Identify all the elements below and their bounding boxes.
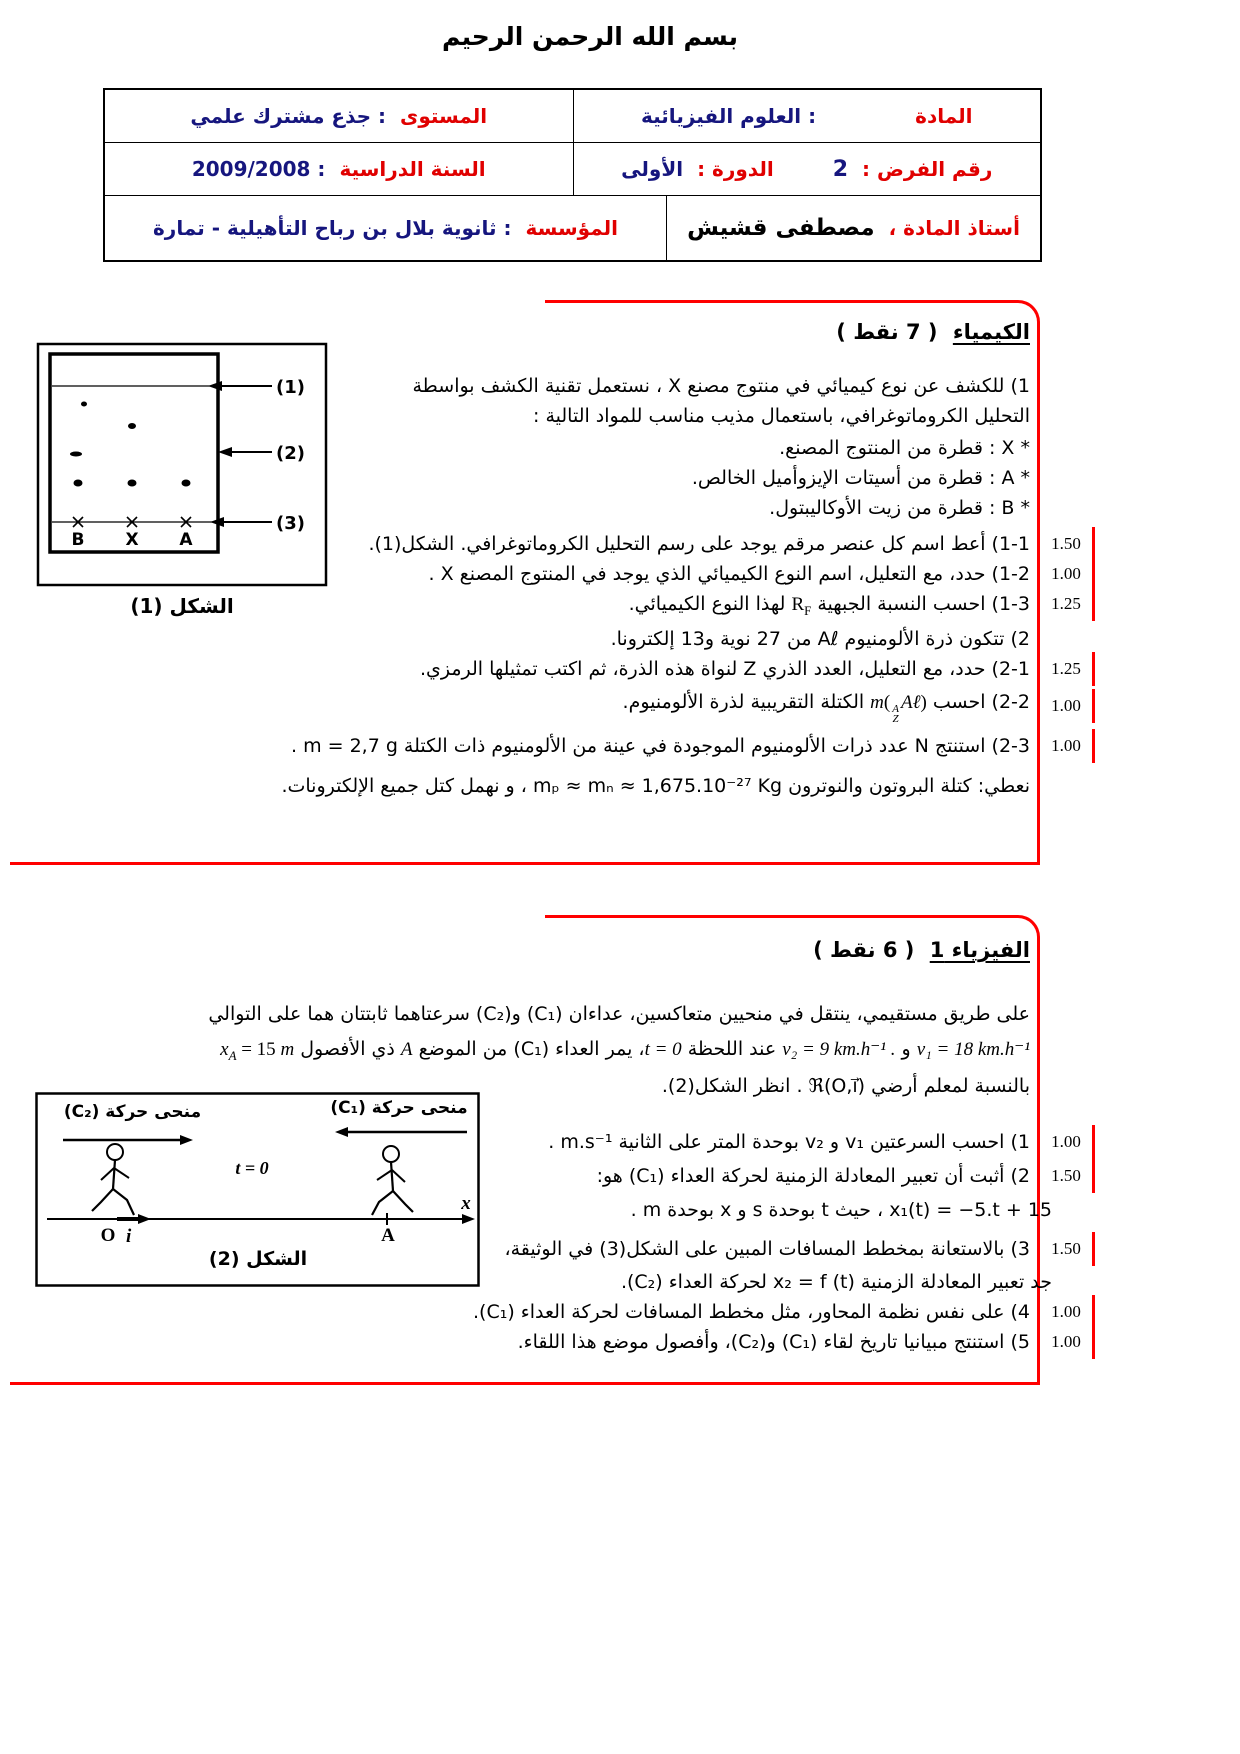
unit-vector-label: i⃗ (125, 1226, 147, 1247)
phys-points-rule (1092, 1232, 1095, 1266)
chem-question-1-1: 1-1) أعط اسم كل عنصر مرقم يوجد على رسم التحليل الكروماتوغرافي. الشكل(1). (368, 533, 1030, 555)
chem-points-1-2: 1.00 (1051, 564, 1081, 583)
school-label: المؤسسة (525, 216, 618, 240)
phys-points-1: 1.00 (1051, 1132, 1081, 1151)
chem-question-2-2: 2-2) احسب m( A Z Aℓ) الكتلة التقريبية لذرة الألومنيوم. (622, 691, 1030, 725)
origin-label: O (100, 1225, 116, 1246)
point-a-label: A (381, 1225, 395, 1246)
chem-points-rule (1092, 652, 1095, 686)
year-label: السنة الدراسية (339, 157, 486, 181)
chemistry-title-word: الكيمياء (952, 320, 1030, 344)
chem-question-1-2: 1-2) حدد، مع التعليل، اسم النوع الكيميائي الذي يوجد في المنتوج المصنع X . (428, 563, 1030, 585)
physics-title-points: ( 6 نقط ) (813, 938, 915, 962)
chem-points-rule (1092, 527, 1095, 561)
header-row-1 (105, 90, 1040, 143)
chem-points-rule (1092, 557, 1095, 591)
phys-points-rule (1092, 1159, 1095, 1193)
phys-points-rule (1092, 1125, 1095, 1159)
header-school-cell (105, 196, 666, 260)
session-value: الأولى (621, 157, 684, 181)
phys-points-5: 1.00 (1051, 1332, 1081, 1351)
chem-question-2-1: 2-1) حدد، مع التعليل، العدد الذري Z لنواة هذه الذرة، ثم اكتب تمثيلها الرمزي. (419, 658, 1030, 680)
chem-points-rule (1092, 729, 1095, 763)
phys-points-3: 1.50 (1051, 1239, 1081, 1258)
phys-points-4: 1.00 (1051, 1302, 1081, 1321)
chem-points-rule (1092, 587, 1095, 621)
phys-question-3-continued: جد تعبير المعادلة الزمنية x₂ = f (t) لحركة العداء (C₂). (620, 1271, 1052, 1293)
header-subject-cell (573, 90, 1041, 142)
phys-points-2: 1.50 (1051, 1166, 1081, 1185)
phys-intro-line-1: على طريق مستقيمي، ينتقل في منحيين متعاكسين، عداءان (C₁) و(C₂) سرعتاهما ثابتتان هما على التوالي (208, 1003, 1030, 1025)
level-label: المستوى (400, 104, 488, 128)
chem-points-2-2: 1.00 (1051, 696, 1081, 715)
subject-value: : العلوم الفيزيائية (641, 104, 817, 128)
teacher-name: مصطفى قشيش (687, 215, 875, 241)
chem-points-1-3: 1.25 (1051, 594, 1081, 613)
physics-title (813, 938, 1030, 962)
chem-data-note: نعطي: كتلة البروتون والنوترون mₚ ≈ mₙ ≈ 1,675.10⁻²⁷ Kg ، و نهمل كتل جميع الإلكترونات. (281, 775, 1030, 797)
chem-item-a: * A : قطرة من أسيتات الإيزوأميل الخالص. (691, 467, 1030, 489)
column-label-x: X (125, 530, 139, 550)
figure1-label-1: (1) (276, 377, 305, 398)
column-label-b: B (71, 530, 85, 550)
exam-number-label: رقم الفرض : (862, 157, 993, 181)
phys-points-rule (1092, 1295, 1095, 1329)
chem-intro-line-1: 1) للكشف عن نوع كيميائي في منتوج مصنع X ، نستعمل تقنية الكشف بواسطة (412, 375, 1030, 397)
chem-item-x: * X : قطرة من المنتوج المصنع. (779, 437, 1030, 459)
figure1-label-2: (2) (276, 443, 305, 464)
chem-points-rule (1092, 689, 1095, 723)
chem-points-2-3: 1.00 (1051, 736, 1081, 755)
chem-points-1-1: 1.50 (1051, 534, 1081, 553)
phys-question-3: 3) بالاستعانة بمخطط المسافات المبين على الشكل(3) في الوثيقة، (504, 1238, 1030, 1260)
chem-question-1-3: 1-3) احسب النسبة الجبهية $R_F$ لهذا النوع الكيميائي. (628, 593, 1030, 618)
teacher-label: أستاذ المادة ، (888, 216, 1020, 240)
chem-question-2: 2) تتكون ذرة الألومنيوم Aℓ من 27 نوية و13 إلكترونا. (610, 628, 1030, 650)
phys-intro-line-2: v₁ = 18 km.h⁻¹ و v₂ = 9 km.h⁻¹ . عند اللحظة t = 0، يمر العداء (C₁) من الموضع A ذي الأفصول $x_A = 15$ m (220, 1038, 1030, 1063)
chem-item-b: * B : قطرة من زيت الأوكاليبتول. (769, 497, 1030, 519)
figure1-label-3: (3) (276, 513, 305, 534)
physics-title-word: الفيزياء 1 (929, 938, 1030, 962)
phys-question-2-equation: x₁(t) = −5.t + 15 ، حيث t بوحدة s و x بوحدة m . (630, 1199, 1052, 1221)
c2-direction-label: منحى حركة (C₂) (63, 1102, 202, 1122)
bismillah: بسم الله الرحمن الرحيم (442, 22, 738, 51)
figure1 (36, 342, 328, 618)
figure2 (35, 1092, 480, 1287)
header-level-cell (105, 90, 573, 142)
figure1-caption: الشكل (1) (130, 594, 234, 618)
phys-question-1: 1) احسب السرعتين v₁ و v₂ بوحدة المتر على الثانية m.s⁻¹ . (548, 1131, 1030, 1153)
level-value: : جذع مشترك علمي (190, 104, 386, 128)
header-row-3 (105, 196, 1040, 260)
school-value: : ثانوية بلال بن رباح التأهيلية - تمارة (153, 216, 512, 240)
phys-question-5: 5) استنتج مبيانيا تاريخ لقاء (C₁) و(C₂)، وأفصول موضع هذا اللقاء. (517, 1331, 1030, 1353)
header-table (103, 88, 1042, 262)
chem-intro-line-2: التحليل الكروماتوغرافي، باستعمال مذيب مناسب للمواد التالية : (533, 405, 1030, 427)
header-year-cell (105, 143, 573, 195)
c1-direction-label: منحى حركة (C₁) (330, 1098, 468, 1118)
phys-question-4: 4) على نفس نظمة المحاور، مثل مخطط المسافات لحركة العداء (C₁). (473, 1301, 1030, 1323)
axis-label-x: x (461, 1193, 471, 1214)
chemistry-section-bottom-border (10, 862, 1038, 865)
physics-section-bottom-border (10, 1382, 1038, 1385)
chem-points-2-1: 1.25 (1051, 659, 1081, 678)
header-exam-session-cell (573, 143, 1041, 195)
exam-number-value: 2 (832, 156, 849, 182)
year-value: : 2009/2008 (191, 157, 326, 181)
chem-question-2-3: 2-3) استنتج N عدد ذرات الألومنيوم الموجودة في عينة من الألومنيوم ذات الكتلة m = 2,7 g . (290, 735, 1030, 757)
figure2-caption: الشكل (2) (208, 1248, 308, 1270)
header-teacher-cell (666, 196, 1040, 260)
figure1-drawing (36, 342, 328, 587)
chemistry-title (836, 320, 1030, 344)
phys-points-rule (1092, 1325, 1095, 1359)
chemistry-title-points: ( 7 نقط ) (836, 320, 938, 344)
time-zero-label: t = 0 (235, 1158, 269, 1178)
header-row-2 (105, 143, 1040, 196)
phys-question-2: 2) أثبت أن تعبير المعادلة الزمنية لحركة العداء (C₁) هو: (596, 1165, 1030, 1187)
subject-label: المادة (915, 104, 973, 128)
phys-intro-line-3: بالنسبة لمعلم أرضي ℜ(O,i⃗) . انظر الشكل(2). (661, 1075, 1030, 1097)
session-label: الدورة : (697, 157, 774, 181)
column-label-a: A (179, 530, 193, 550)
